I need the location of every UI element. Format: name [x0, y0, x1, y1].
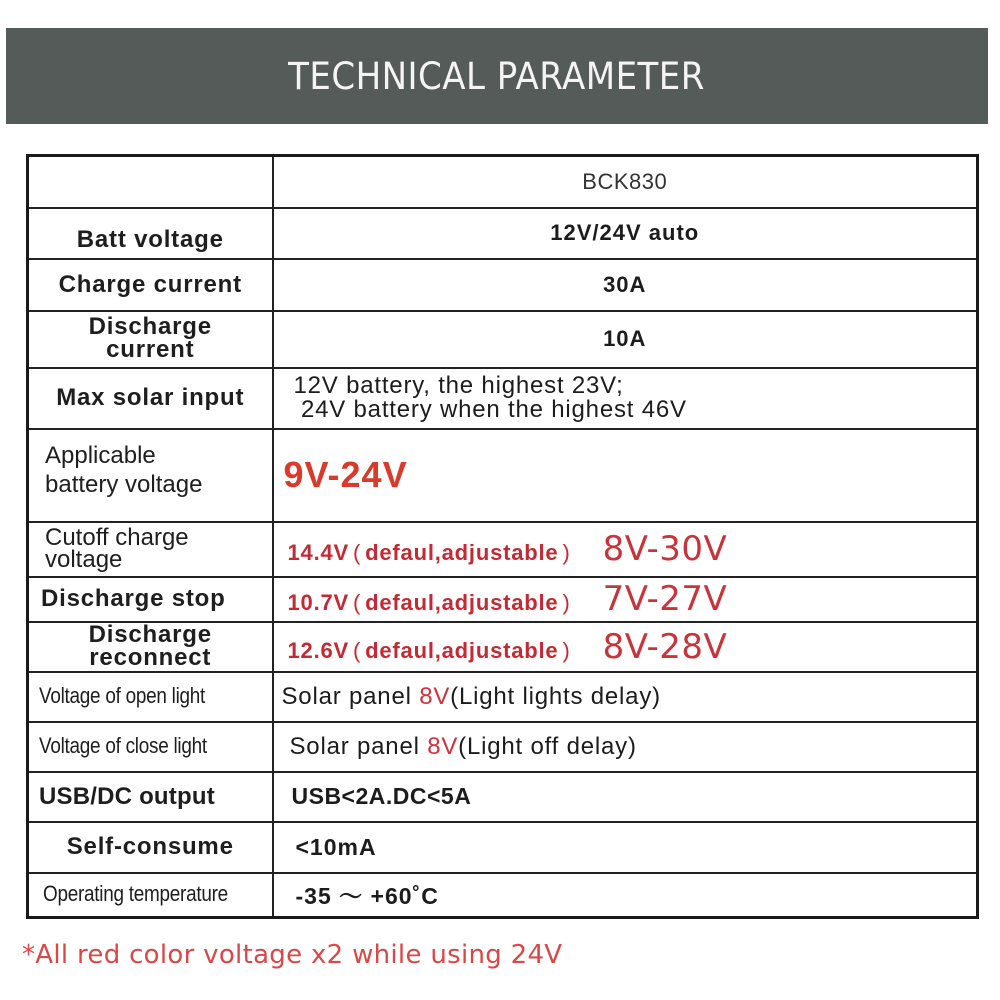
- row-label: [28, 311, 273, 368]
- row-value: [273, 522, 978, 577]
- default-value: 14.4V: [287, 540, 349, 565]
- table-row: [28, 577, 978, 622]
- model-name: BCK830: [273, 156, 978, 208]
- table-row: [28, 429, 978, 522]
- row-label: Voltage of open light: [39, 683, 206, 708]
- paren-open: (: [353, 590, 362, 615]
- value-prefix: Solar panel: [281, 682, 420, 710]
- table-row: [28, 622, 978, 672]
- header-empty-cell: [28, 156, 273, 208]
- table-row: [28, 722, 978, 772]
- paren-close: ): [562, 637, 571, 663]
- row-label: [28, 522, 273, 577]
- default-value: 12.6V: [287, 637, 349, 663]
- row-label: Discharge stop: [28, 577, 273, 622]
- adjustable-note: defaul,adjustable: [365, 637, 559, 663]
- table-row: [28, 522, 978, 577]
- table-row: [28, 368, 978, 429]
- row-label: Max solar input: [28, 368, 273, 429]
- paren-open: (: [353, 637, 362, 663]
- row-label: Self-consume: [28, 822, 273, 873]
- adjustable-note: defaul,adjustable: [365, 590, 559, 615]
- row-value: 30A: [273, 259, 978, 311]
- row-value: USB<2A.DC<5A: [273, 772, 978, 822]
- row-value: [273, 722, 978, 772]
- row-label-line: Applicable: [45, 442, 156, 470]
- value-suffix: (Light lights delay): [450, 682, 661, 710]
- row-label-line: Cutoff charge: [45, 524, 189, 552]
- value-prefix: Solar panel: [289, 732, 428, 760]
- row-label: Voltage of close light: [39, 733, 207, 758]
- table-header-row: [28, 156, 978, 208]
- spec-table: [26, 154, 979, 919]
- adjustable-range: 7V-27V: [602, 579, 728, 619]
- row-label-line: Discharge: [88, 313, 212, 341]
- paren-close: ): [562, 540, 571, 565]
- value-suffix: (Light off delay): [458, 732, 637, 760]
- table-row: [28, 822, 978, 873]
- row-value-line: 12V battery, the highest 23V;: [293, 372, 624, 400]
- row-value: [273, 368, 978, 429]
- adjustable-note: defaul,adjustable: [365, 540, 559, 565]
- row-value: -35 〜 +60˚C: [273, 873, 978, 918]
- row-value: 10A: [273, 311, 978, 368]
- value-red: 8V: [427, 732, 459, 760]
- row-label: [28, 622, 273, 672]
- row-label-line: reconnect: [89, 643, 212, 671]
- row-label-cell: [28, 672, 273, 722]
- row-label: USB/DC output: [28, 772, 273, 822]
- row-label-line: battery voltage: [45, 471, 203, 498]
- footnote: *All red color voltage x2 while using 24V: [22, 940, 563, 970]
- adjustable-range: 8V-30V: [602, 529, 728, 569]
- row-value: [273, 672, 978, 722]
- paren-close: ): [562, 590, 571, 615]
- row-value-line: 24V battery when the highest 46V: [293, 396, 687, 423]
- row-value: 12V/24V auto: [273, 208, 978, 259]
- row-value: <10mA: [273, 822, 978, 873]
- row-label-line: voltage: [45, 546, 123, 573]
- page-title: TECHNICAL PARAMETER: [288, 54, 706, 98]
- row-label: Batt voltage: [28, 208, 273, 259]
- paren-open: (: [353, 540, 362, 565]
- row-label-line: current: [106, 336, 195, 363]
- table-row: [28, 873, 978, 918]
- row-label: Operating temperature: [43, 881, 228, 907]
- table-row: [28, 772, 978, 822]
- default-value: 10.7V: [287, 590, 349, 615]
- row-label: Charge current: [28, 259, 273, 311]
- adjustable-range: 8V-28V: [602, 626, 728, 667]
- table-row: [28, 672, 978, 722]
- row-label-cell: [28, 873, 273, 918]
- title-banner: [6, 28, 988, 124]
- table-row: [28, 208, 978, 259]
- row-label-cell: [28, 722, 273, 772]
- row-value-red: 9V-24V: [273, 429, 978, 522]
- row-value: [273, 577, 978, 622]
- table-row: [28, 259, 978, 311]
- row-label-line: Discharge: [88, 621, 212, 648]
- row-label: [28, 429, 273, 522]
- row-value: [273, 622, 978, 672]
- value-red: 8V: [419, 682, 451, 710]
- table-row: [28, 311, 978, 368]
